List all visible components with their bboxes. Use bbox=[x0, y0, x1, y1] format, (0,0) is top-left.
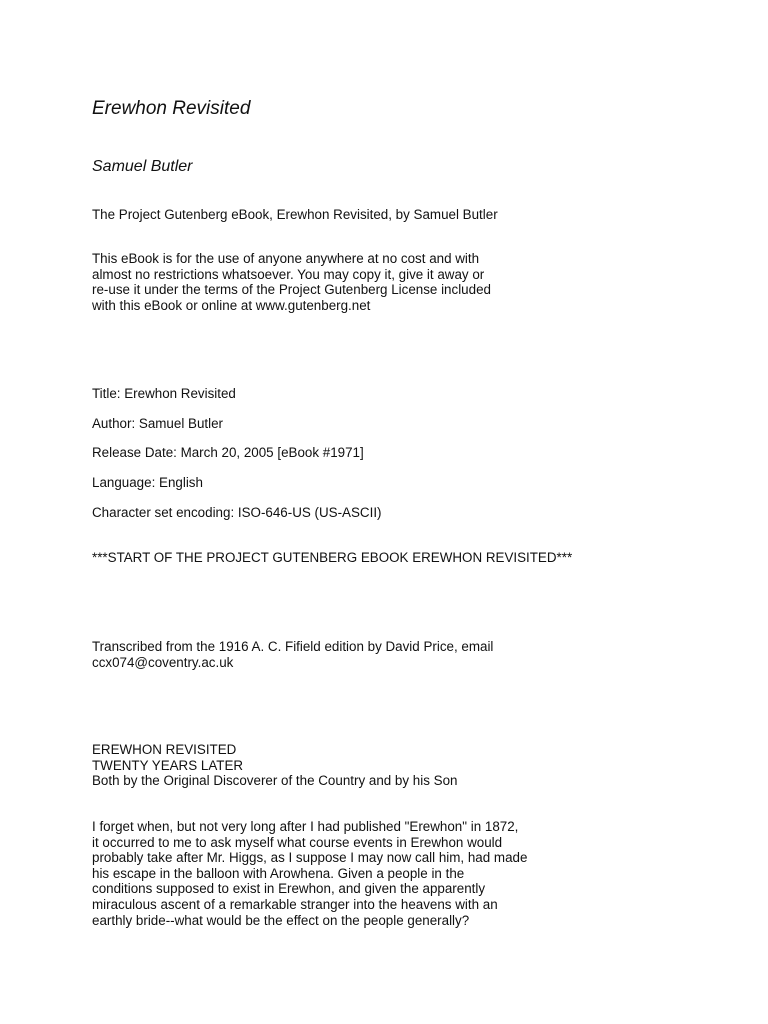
meta-language-line: Language: English bbox=[92, 475, 203, 490]
meta-release-line: Release Date: March 20, 2005 [eBook #1971] bbox=[92, 445, 364, 460]
document-author: Samuel Butler bbox=[92, 158, 193, 175]
heading-line: Both by the Original Discoverer of the Country and by his Son bbox=[92, 773, 458, 789]
intro-line: The Project Gutenberg eBook, Erewhon Revisited, by Samuel Butler bbox=[92, 207, 498, 222]
body-line: his escape in the balloon with Arowhena. Given a people in the bbox=[92, 865, 465, 881]
meta-title-line: Title: Erewhon Revisited bbox=[92, 386, 236, 401]
body-line: earthly bride--what would be the effect on the people generally? bbox=[92, 912, 470, 928]
transcription-line: Transcribed from the 1916 A. C. Fifield edition by David Price, email bbox=[92, 639, 494, 654]
heading-line: EREWHON REVISITED bbox=[92, 742, 237, 757]
document-title: Erewhon Revisited bbox=[92, 98, 251, 119]
license-line: re-use it under the terms of the Project Gutenberg License included bbox=[92, 282, 491, 298]
heading-line: TWENTY YEARS LATER bbox=[92, 757, 244, 773]
license-paragraph bbox=[92, 251, 491, 313]
meta-encoding-line: Character set encoding: ISO-646-US (US-ASCII) bbox=[92, 505, 382, 520]
body-line: probably take after Mr. Higgs, as I suppose I may now call him, had made bbox=[92, 850, 528, 866]
body-line: conditions supposed to exist in Erewhon, and given the apparently bbox=[92, 881, 486, 897]
license-line: This eBook is for the use of anyone anywhere at no cost and with bbox=[92, 251, 480, 266]
heading-block bbox=[92, 742, 457, 789]
body-line: miraculous ascent of a remarkable stranger into the heavens with an bbox=[92, 896, 498, 912]
transcription-line: ccx074@coventry.ac.uk bbox=[92, 654, 234, 670]
license-line: almost no restrictions whatsoever. You may copy it, give it away or bbox=[92, 266, 485, 282]
license-line: with this eBook or online at www.gutenberg.net bbox=[92, 297, 371, 313]
body-paragraph bbox=[92, 819, 527, 928]
body-line: it occurred to me to ask myself what course events in Erewhon would bbox=[92, 834, 503, 850]
start-marker: ***START OF THE PROJECT GUTENBERG EBOOK EREWHON REVISITED*** bbox=[92, 550, 573, 565]
body-line: I forget when, but not very long after I had published "Erewhon" in 1872, bbox=[92, 819, 519, 834]
transcription-paragraph bbox=[92, 639, 493, 670]
meta-author-line: Author: Samuel Butler bbox=[92, 416, 223, 431]
